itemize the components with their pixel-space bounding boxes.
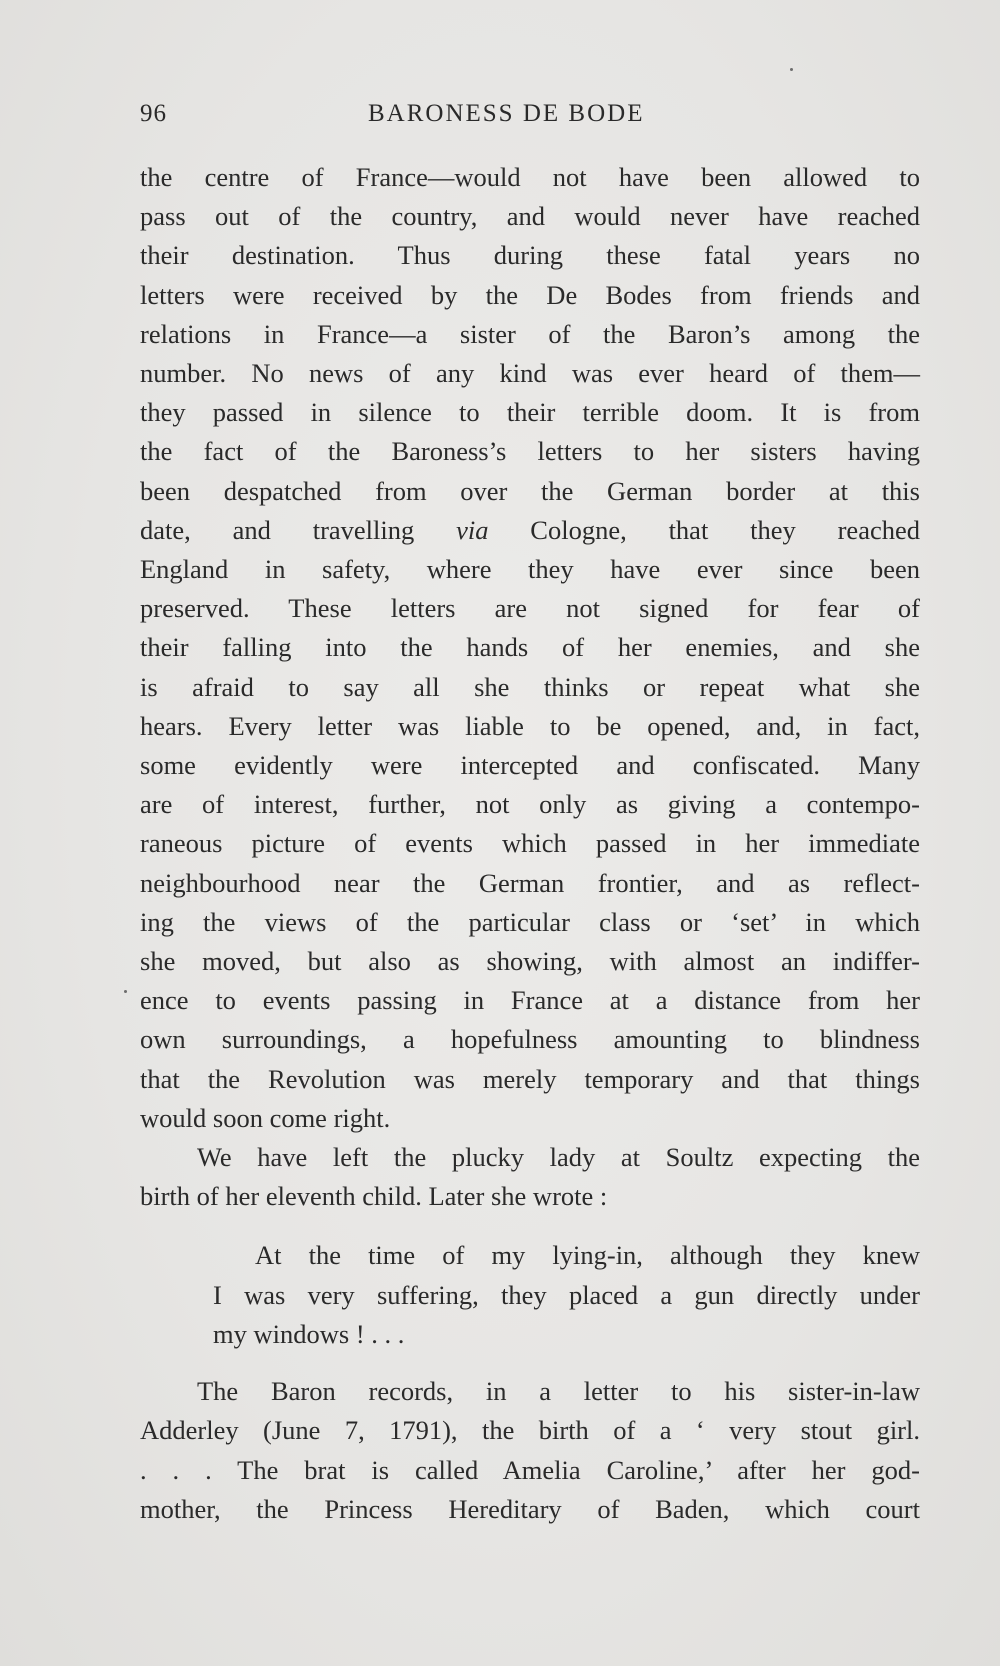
paragraph-2 xyxy=(140,1138,920,1216)
text-line: would soon come right. xyxy=(140,1102,391,1133)
text-line: she moved, but also as showing, with almost an indiffer- xyxy=(140,946,920,977)
text-line: own surroundings, a hopefulness amounting to blindness xyxy=(140,1024,920,1055)
text-line: their destination. Thus during these fatal years no xyxy=(140,240,920,271)
text-line: birth of her eleventh child. Later she wrote : xyxy=(140,1181,608,1212)
page-header xyxy=(140,100,920,136)
block-quote xyxy=(213,1236,920,1354)
text-line: The Baron records, in a letter to his sister-in-law xyxy=(197,1376,920,1407)
quote-line: I was very suffering, they placed a gun directly under xyxy=(213,1279,920,1310)
paragraph-3 xyxy=(140,1372,920,1529)
text-line: they passed in silence to their terrible doom. It is from xyxy=(140,397,920,428)
text-line: some evidently were intercepted and confiscated. Many xyxy=(140,750,920,781)
text-line: number. No news of any kind was ever heard of them— xyxy=(140,358,920,389)
text-line: been despatched from over the German border at this xyxy=(140,475,920,506)
text-line: . . . The brat is called Amelia Caroline,’ after her god- xyxy=(140,1454,920,1485)
text-line: relations in France—a sister of the Baron’s among the xyxy=(140,318,920,349)
text-line: the centre of France—would not have been allowed to xyxy=(140,162,920,192)
italic-word: via xyxy=(456,514,489,545)
text-line-with-italic: date, and travelling via Cologne, that they reached xyxy=(140,514,920,545)
text-line: ence to events passing in France at a distance from her xyxy=(140,985,920,1016)
page-number: 96 xyxy=(140,100,167,127)
text-line: is afraid to say all she thinks or repeat what she xyxy=(140,671,920,702)
quote-line: At the time of my lying-in, although they knew xyxy=(255,1240,920,1271)
text-line: raneous picture of events which passed in her immediate xyxy=(140,828,920,859)
text-line: Adderley (June 7, 1791), the birth of a ‘ very stout girl. xyxy=(140,1415,920,1446)
text-line: mother, the Princess Hereditary of Baden, which court xyxy=(140,1493,920,1524)
paper-speck xyxy=(790,68,793,71)
text-line: neighbourhood near the German frontier, and as reflect- xyxy=(140,867,920,898)
text-line: the fact of the Baroness’s letters to her sisters having xyxy=(140,436,920,467)
text-line: letters were received by the De Bodes from friends and xyxy=(140,279,920,310)
paragraph-1 xyxy=(140,158,920,1138)
quote-line: my windows ! . . . xyxy=(213,1318,405,1349)
text-line: that the Revolution was merely temporary and that things xyxy=(140,1063,920,1094)
text-line: ing the views of the particular class or ‘set’ in which xyxy=(140,906,920,937)
running-head: BARONESS DE BODE xyxy=(368,100,645,127)
text-line: are of interest, further, not only as giving a contempo- xyxy=(140,789,920,820)
paper-speck xyxy=(124,990,127,993)
text-line: pass out of the country, and would never have reached xyxy=(140,201,920,232)
text-line: hears. Every letter was liable to be opened, and, in fact, xyxy=(140,710,920,741)
text-line: their falling into the hands of her enemies, and she xyxy=(140,632,920,663)
body-text xyxy=(140,158,920,1529)
text-line: We have left the plucky lady at Soultz expecting the xyxy=(197,1142,920,1173)
text-line: England in safety, where they have ever since been xyxy=(140,554,920,585)
text-line: preserved. These letters are not signed for fear of xyxy=(140,593,920,624)
